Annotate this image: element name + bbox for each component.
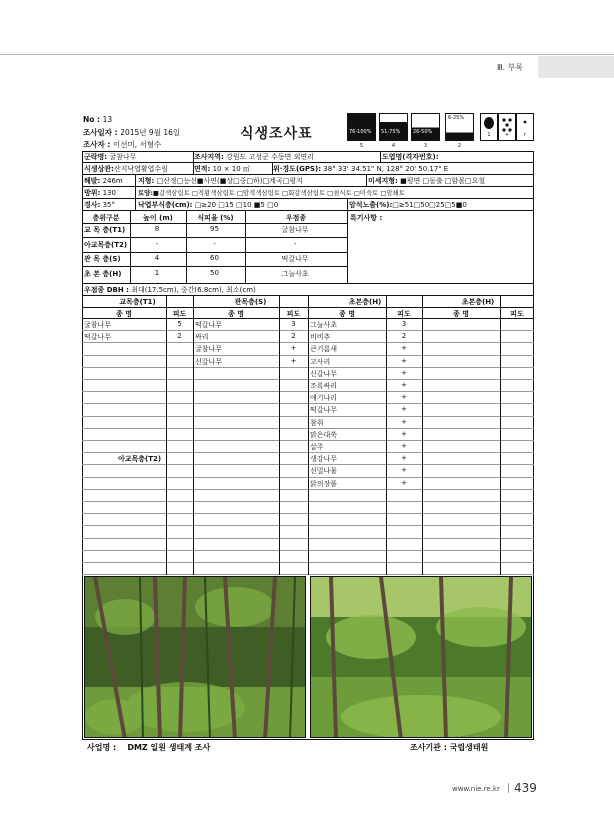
site-row-4 — [82, 187, 534, 199]
group-t1: 교목층(T1) — [119, 298, 156, 306]
coverage-2-label: 6-25% — [448, 115, 465, 121]
site-row-5 — [82, 199, 534, 211]
layer-cell-dominant: - — [293, 239, 297, 248]
section-tab — [455, 56, 614, 78]
species-col-rule — [308, 295, 309, 575]
survey-number-label: No : — [83, 115, 103, 124]
species-cover: + — [401, 356, 407, 365]
layer-cell-layer: 관 목 층(S) — [84, 255, 121, 263]
project-value: DMZ 일원 생태계 조사 — [127, 743, 211, 752]
org-footer — [410, 742, 488, 753]
org-label: 조사기관 : — [410, 743, 447, 752]
coverage-3-box — [411, 113, 440, 141]
species-cover: + — [401, 393, 407, 402]
section-tab-shade — [538, 56, 614, 78]
remarks-label: 특기사항 : — [350, 214, 383, 222]
forest-photo-2-image — [311, 577, 532, 738]
species-name: 굴참나무 — [195, 345, 223, 354]
project-footer — [87, 742, 210, 753]
community-label: 군락명: — [84, 153, 108, 161]
coverage-4-num: 4 — [391, 143, 396, 149]
cover-col-header: 피도 — [286, 310, 301, 318]
species-cover: 2 — [177, 332, 182, 341]
layer-cell-cover: - — [213, 239, 216, 248]
species-name: 신갈나무 — [195, 357, 223, 366]
coverage-4-label: 51-75% — [381, 129, 401, 135]
vegphase-value: 산지낙엽활엽수림 — [113, 165, 168, 173]
species-name: 생강나무 — [310, 455, 338, 464]
elevation-value: 246m — [102, 177, 123, 185]
layer-cell-cover: 95 — [210, 225, 219, 233]
divider — [135, 187, 136, 199]
layers-header-layer: 층위구분 — [92, 214, 120, 222]
species-cover: + — [290, 356, 297, 365]
microterrain-label: 미세지형: — [368, 177, 398, 185]
coverage-2-num: 2 — [457, 143, 462, 149]
litter-value: □≥20 □15 □10 ■5 □0 — [194, 201, 279, 209]
group-s: 관목층(S) — [234, 298, 267, 306]
divider — [135, 199, 136, 211]
species-col-rule — [193, 295, 194, 575]
community-value: 굴참나무 — [109, 153, 137, 161]
slope-label: 경사: — [84, 201, 101, 209]
species-cover: + — [401, 405, 407, 414]
divider — [135, 175, 136, 187]
area-label: 면적: — [194, 165, 211, 173]
divider — [366, 175, 367, 187]
species-cover: 2 — [401, 332, 407, 341]
layer-row-rule — [82, 266, 347, 267]
survey-date-label: 조사일자 : — [83, 128, 121, 137]
layer-cell-height: 1 — [154, 268, 160, 277]
layer-cell-dominant: 그늘사초 — [281, 269, 309, 278]
species-name: 애기나리 — [310, 394, 338, 403]
rule — [82, 223, 347, 224]
species-col-header: 종 명 — [228, 310, 244, 318]
coverage-4-box — [379, 113, 408, 141]
layer-row-rule — [82, 252, 347, 253]
t2-group-label: 아교목층(T2) — [118, 455, 162, 464]
species-col-header: 종 명 — [116, 310, 132, 318]
species-cover: + — [290, 344, 297, 353]
layer-cell-height: 4 — [154, 254, 160, 262]
forest-photo-1-image — [85, 577, 306, 738]
aspect-value: 130 — [102, 189, 116, 197]
species-col-header: 종 명 — [339, 310, 355, 318]
sociability-num-1: 1 — [487, 132, 491, 138]
species-cover: + — [401, 417, 407, 426]
site-row-3 — [82, 175, 534, 187]
divider — [347, 199, 348, 211]
header-rule — [0, 54, 614, 55]
surveyor — [83, 139, 161, 150]
species-col-header: 종 명 — [453, 310, 469, 318]
slope-value: 35° — [102, 201, 115, 209]
survey-number — [83, 115, 112, 124]
species-name: 그늘사초 — [310, 321, 338, 329]
litter-label: 낙엽부식층(cm): — [138, 201, 193, 209]
coverage-5-num: 5 — [359, 143, 364, 149]
survey-date-value: 2015년 9월 16일 — [120, 128, 181, 137]
mapname-label: 도엽명(격자번호): — [382, 153, 439, 161]
divider — [193, 163, 194, 175]
group-h1: 초본층(H) — [348, 298, 382, 306]
soil-value: ■갈색삼림토 □적황색삼림토 □암적색삼림토 □회갈색삼림토 □침식토 □미숙토 □암쇄토 — [152, 189, 405, 197]
group-h2: 초본층(H) — [461, 298, 495, 306]
species-name: 싸리 — [195, 333, 209, 342]
species-cover: + — [401, 454, 407, 463]
species-cover: 2 — [291, 332, 296, 341]
species-name: 큰기름새 — [310, 345, 338, 354]
rule — [82, 283, 534, 284]
species-name: 떡갈나무 — [84, 333, 112, 342]
cover-col-header: 피도 — [510, 310, 524, 318]
site-row-2 — [82, 163, 534, 175]
aspect-label: 방위: — [84, 189, 101, 197]
species-cover: + — [401, 478, 407, 487]
microterrain-value: ■평면 □돌출 □함몰□요철 — [400, 177, 486, 185]
survey-date — [83, 127, 180, 138]
species-cover: + — [401, 442, 407, 450]
terrain-value: □산정□능선■사면(■상□중□하)□계곡□평지 — [156, 177, 303, 185]
coverage-5-label: 76-100% — [349, 129, 372, 135]
layer-cell-layer: 초 본 층(H) — [84, 269, 122, 278]
site-photo-2 — [310, 576, 532, 738]
site-row-1 — [82, 151, 534, 163]
org-value: 국립생태원 — [449, 743, 489, 752]
site-photo-1 — [84, 576, 306, 738]
species-name: 떡갈나무 — [310, 406, 338, 415]
species-name: 조록싸리 — [310, 382, 338, 390]
species-name: 맑은대쑥 — [310, 430, 338, 439]
species-name: 비비추 — [310, 333, 331, 342]
species-cover: 3 — [401, 320, 407, 328]
coverage-3-num: 3 — [423, 143, 428, 149]
species-name: 닭의장풀 — [310, 479, 338, 488]
project-label: 사업명 : — [87, 743, 117, 752]
species-cover: + — [401, 381, 407, 389]
gps-value: 38° 33' 34.51" N, 128° 20' 50.17" E — [323, 165, 449, 173]
layer-cell-dominant: 굴참나무 — [281, 226, 309, 234]
species-cover: + — [401, 429, 407, 438]
elevation-label: 해발: — [84, 177, 101, 185]
species-cover: + — [401, 466, 407, 475]
sociability-num-plus: + — [504, 132, 510, 138]
divider — [380, 151, 381, 163]
species-name: 선밀나물 — [310, 467, 338, 476]
species-cover: 3 — [291, 320, 296, 328]
layer-cell-layer: 교 목 층(T1) — [84, 226, 126, 234]
site-url: www.nie.re.kr — [452, 785, 500, 793]
page-title: 식생조사표 — [240, 126, 313, 142]
divider — [272, 163, 273, 175]
layer-cell-cover: 50 — [210, 268, 219, 277]
species-name: 참취 — [310, 418, 324, 427]
species-name: 삽주 — [310, 443, 324, 451]
surveyor-value: 이선미, 서형수 — [112, 140, 162, 149]
location-label: 조사지역: — [194, 153, 224, 161]
cover-col-header: 피도 — [397, 310, 411, 318]
dbh-label: 우점종 DBH : — [84, 286, 129, 294]
species-cover: 5 — [177, 320, 182, 328]
survey-number-value: 13 — [102, 115, 113, 124]
section-label: Ⅲ. 부록 — [497, 63, 524, 72]
layer-cell-cover: 60 — [210, 254, 219, 262]
divider — [193, 151, 194, 163]
layers-header-height: 높이 (m) — [143, 214, 173, 222]
vegphase-label: 식생상관: — [84, 165, 114, 173]
dbh-value: 최대(17.5cm), 중간(6.8cm), 최소(cm) — [131, 286, 256, 294]
soil-label: 토양: — [138, 189, 153, 197]
species-name: 신갈나무 — [310, 369, 338, 378]
layer-cell-layer: 아교목층(T2) — [84, 240, 128, 249]
rock-value: □≥51□50□25□5■0 — [392, 201, 467, 209]
divider — [347, 211, 348, 283]
layers-header-dominant: 우점종 — [285, 214, 307, 222]
species-col-rule — [422, 295, 423, 575]
coverage-3-label: 26-50% — [413, 129, 433, 135]
sociability-num-r: r — [523, 132, 527, 138]
surveyor-label: 조사자 : — [83, 140, 113, 149]
layer-cell-height: 8 — [154, 225, 160, 233]
species-cover: + — [401, 344, 407, 353]
species-col-rule — [500, 295, 501, 575]
page-separator — [508, 783, 509, 793]
layer-cell-dominant: 떡갈나무 — [281, 255, 309, 263]
layers-header-cover: 식피율 (%) — [197, 214, 234, 222]
species-name: 굴참나무 — [84, 321, 112, 329]
gps-label: 위·경도(GPS): — [273, 165, 322, 173]
rock-label: 암석노출(%): — [349, 201, 393, 209]
location-value: 강원도 고성군 수동면 외면리 — [226, 153, 314, 161]
coverage-5-box — [347, 113, 376, 141]
layer-row-rule — [82, 237, 347, 238]
area-value: 10 × 10 ㎡ — [212, 165, 250, 173]
species-name: 떡갈나무 — [195, 321, 223, 329]
dbh-row — [84, 285, 256, 295]
species-name: 고사리 — [310, 357, 331, 366]
layer-cell-height: - — [155, 239, 159, 248]
terrain-label: 지형: — [138, 177, 155, 185]
cover-col-header: 피도 — [172, 310, 187, 318]
page-number: 439 — [514, 781, 537, 795]
species-cover: + — [401, 368, 407, 377]
